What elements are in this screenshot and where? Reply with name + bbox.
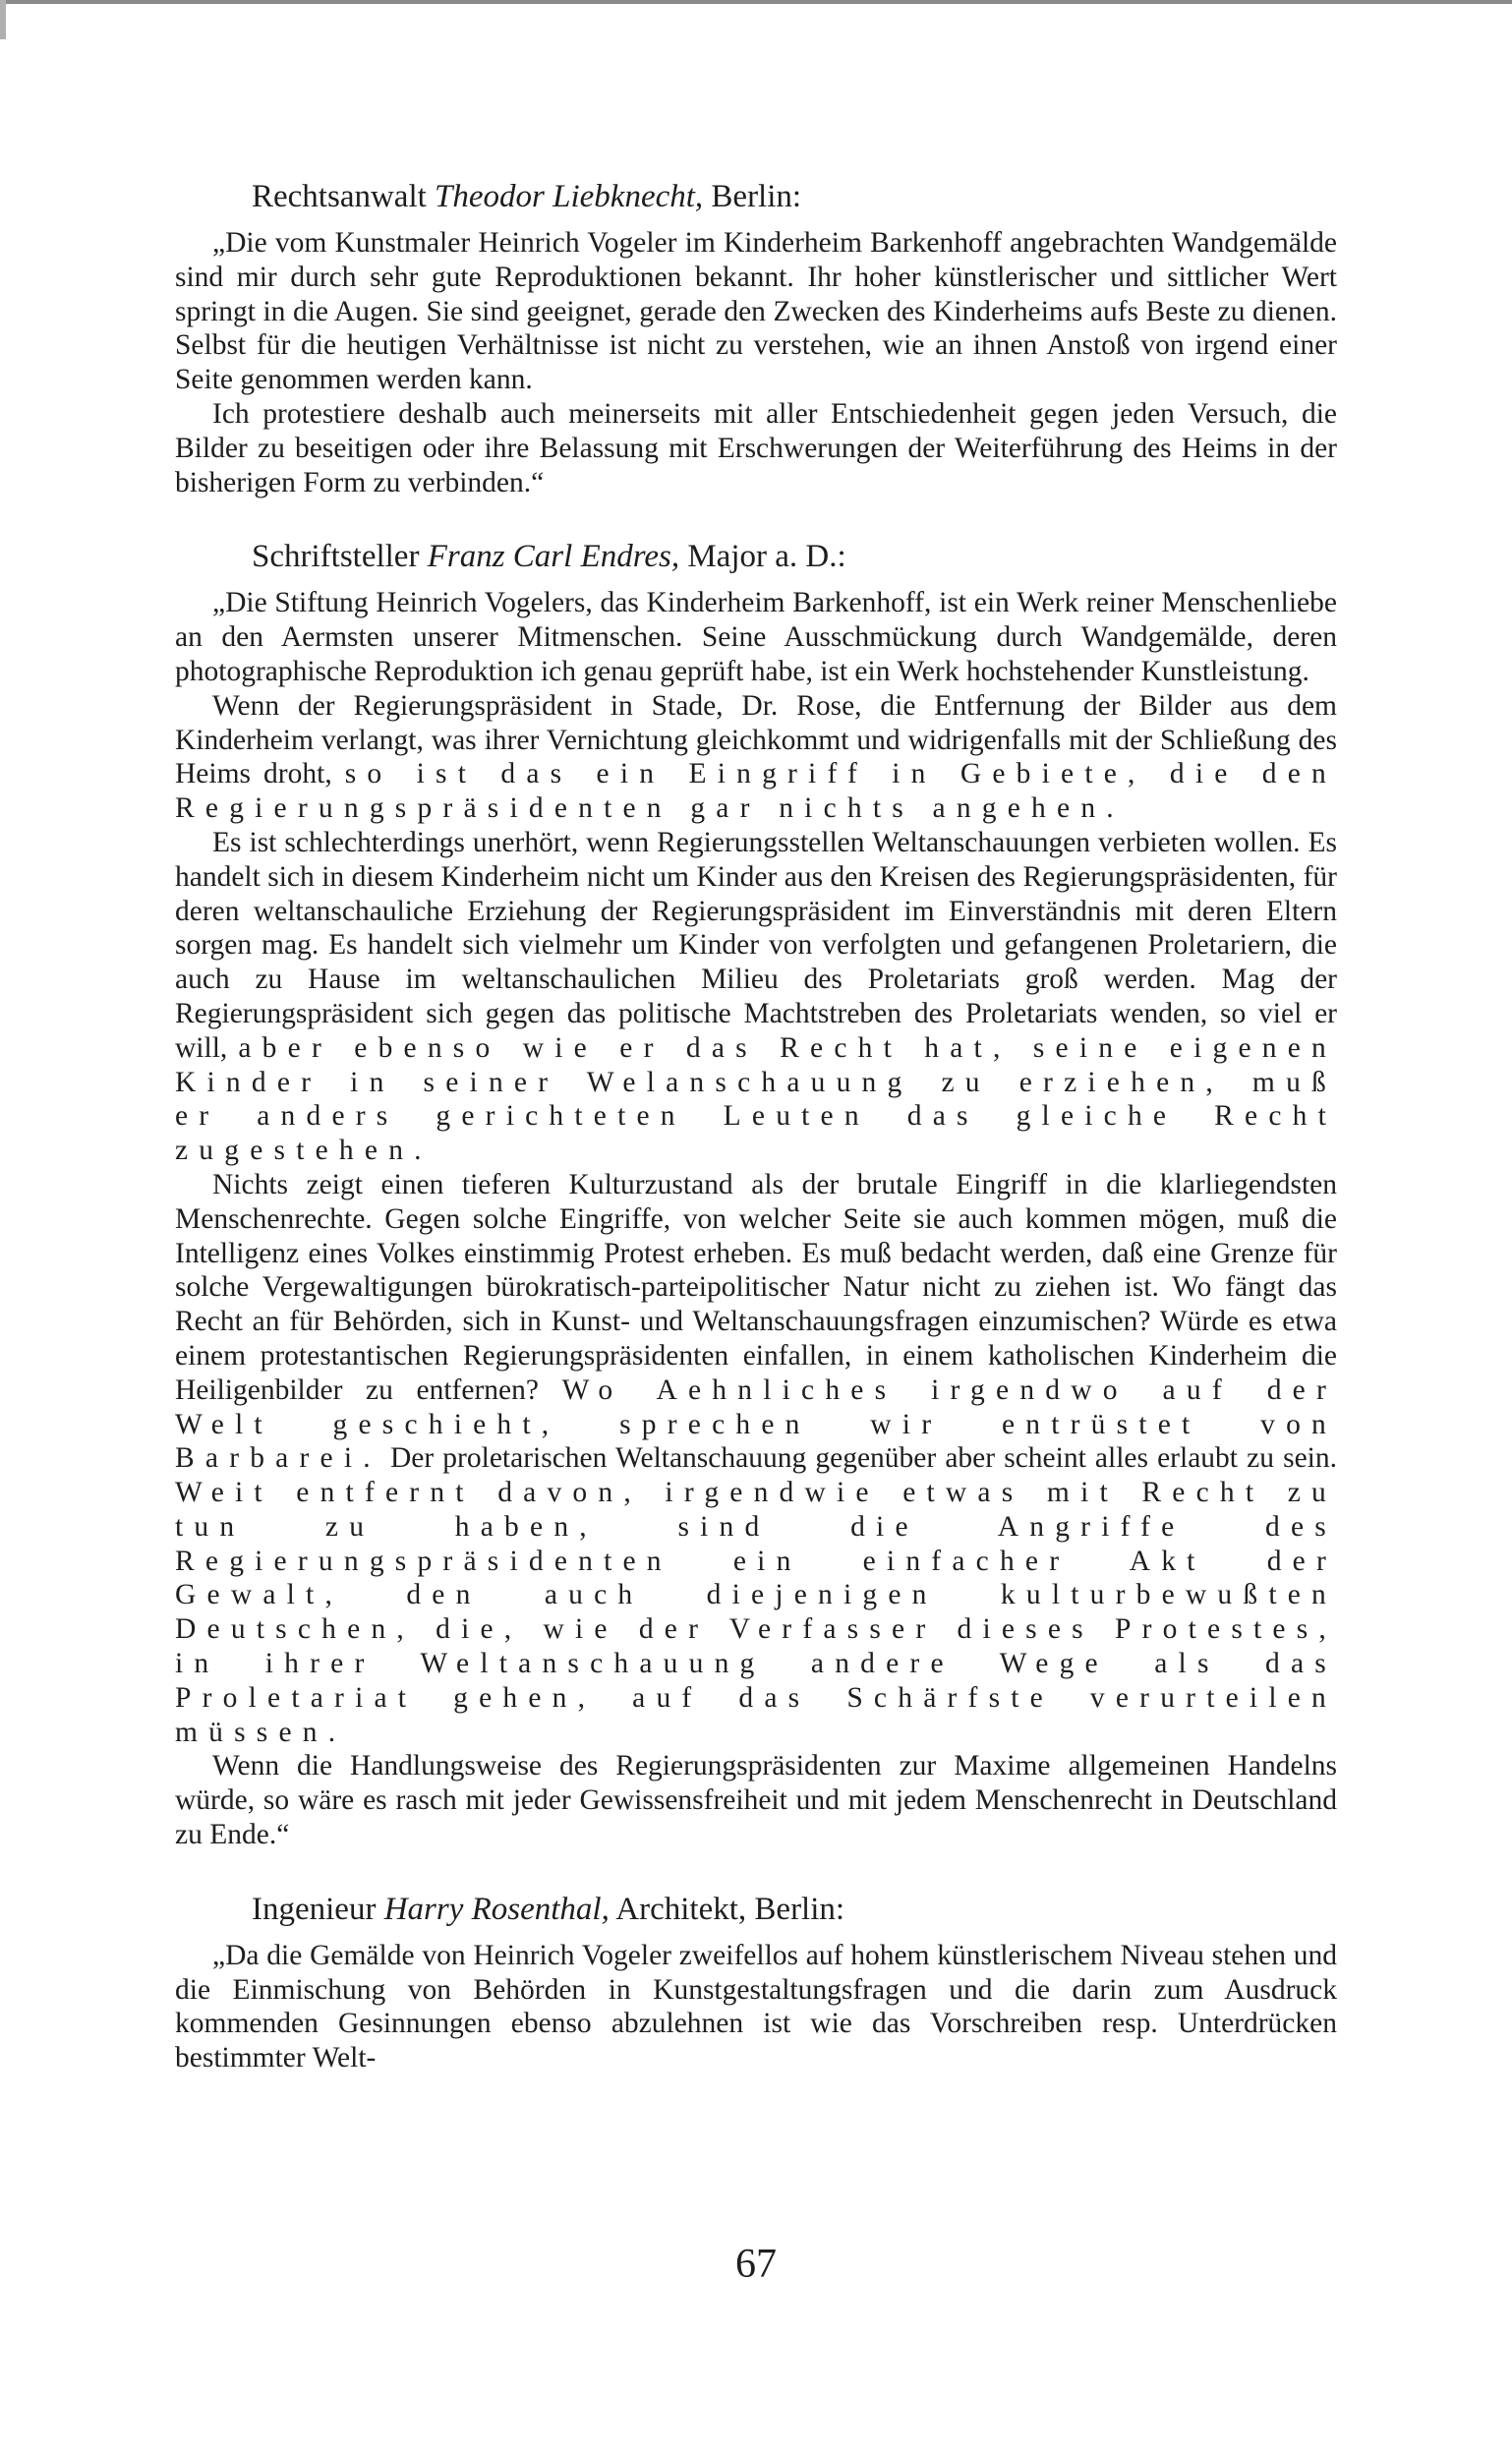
statement-heading [252,177,1337,216]
paragraph: „Die Stiftung Heinrich Vogelers, das Kinderheim Barkenhoff, ist ein Werk reiner Menschenliebe an den Aermsten unserer Mitmenschen. Seine Ausschmückung durch Wandgemälde, deren photographische Reproduktion ich genau geprüft habe, ist ein Werk hochstehender Kunstleistung. [175,587,1337,687]
page-body [175,177,1337,2113]
statement-heading [252,1890,1337,1929]
heading-place: Berlin: [703,179,802,214]
paragraph: Wenn die Handlungsweise des Regierungspräsidenten zur Maxime allgemeinen Handelns würde, so wäre es rasch mit jeder Gewissensfreiheit und mit jedem Menschenrecht in Deutschland zu Ende.“ [175,1750,1337,1851]
spaced-emphasis: aber ebenso wie er das Recht hat, seine eigenen Kinder in seiner Welanschauung zu erziehen, muß er anders gerichteten Leuten das gleiche Recht zugestehen. [175,1031,1338,1167]
heading-person: Franz Carl Endres, [427,539,680,575]
heading-person: Theodor Liebknecht, [435,179,704,214]
heading-place: Major a. D.: [679,539,846,575]
heading-title: Rechtsanwalt [252,179,436,214]
statement-endres [175,537,1337,1851]
statement-heading [252,537,1337,576]
paragraph: „Die vom Kunstmaler Heinrich Vogeler im Kinderheim Barkenhoff angebrachten Wandgemälde sind mir durch sehr gute Reproduktionen bekannt. Ihr hoher künstlerischer und sittlicher Wert springt in die Augen. Sie sind geeignet, gerade den Zwecken des Kinderheims aufs Beste zu dienen. Selbst für die heutigen Verhältnisse ist nicht zu verstehen, wie an ihnen Anstoß von irgend einer Seite genommen werden kann. [175,227,1337,396]
paragraph-text: Wenn der Regierungspräsident in Stade, Dr. Rose, die Entfernung der Bilder aus dem Kinderheim verlangt, was ihrer Vernichtung gleichkommt und widrigenfalls mit der Schließung des Heims droht, [175,689,1337,790]
top-scan-edge [0,0,1512,4]
spaced-emphasis: Wo Aehnliches irgendwo auf der Welt geschieht, sprechen wir entrüstet von Barbarei. [175,1373,1337,1475]
heading-title: Schriftsteller [252,539,428,575]
paragraph: Ich protestiere deshalb auch meinerseits mit aller Entschiedenheit gegen jeden Versuch, die Bilder zu beseitigen oder ihre Belassung mit Erschwerungen der Weiterführung des Heims in der bisherigen Form zu verbinden.“ [175,397,1337,498]
paragraph-text: Nichts zeigt einen tieferen Kulturzustand als der brutale Eingriff in die klarliegendsten Menschenrechte. Gegen solche Eingriffe, von welcher Seite sie auch kommen mögen, muß die Intelligenz eines Volkes einstimmig Protest erheben. Es muß bedacht werden, daß eine Grenze für solche Vergewaltigungen bürokratisch-parteipolitischer Natur nicht zu ziehen ist. Wo fängt das Recht an für Behörden, sich in Kunst- und Weltanschauungsfragen einzumischen? Würde es etwa einem protestantischen Regierungspräsidenten einfallen, in einem katholischen Kinderheim die Heiligenbilder zu entfernen? [175,1168,1337,1406]
spaced-emphasis: so ist das ein Eingriff in Gebiete, die den Regierungspräsidenten gar nichts angehen. [175,758,1337,825]
page-number: 67 [735,2242,777,2287]
scan-edge-mark [0,0,6,39]
spaced-emphasis: Weit entfernt davon, irgendwie etwas mit Recht zu tun zu haben, sind die Angriffe des Regierungspräsidenten ein einfacher Akt der Gewalt, den auch diejenigen kulturbewußten Deutschen, die, wie der Verfasser dieses Protestes, in ihrer Weltanschauung andere Wege als das Proletariat gehen, auf das Schärfste verurteilen müssen. [175,1477,1337,1748]
statement-liebknecht [175,177,1337,499]
paragraph-text: Der proletarischen Weltanschauung gegenüber aber scheint alles erlaubt zu sein. [380,1442,1337,1475]
heading-place: Architekt, Berlin: [609,1891,845,1927]
heading-person: Harry Rosenthal, [383,1891,610,1927]
heading-title: Ingenieur [252,1891,384,1927]
paragraph: „Da die Gemälde von Heinrich Vogeler zweifellos auf hohem künstlerischem Niveau stehen und die Einmischung von Behörden in Kunstgestaltungsfragen und die darin zum Ausdruck kommenden Gesinnungen ebenso abzulehnen ist wie das Vorschreiben resp. Unterdrücken bestimmter Welt- [175,1939,1337,2074]
paragraph [175,689,1337,826]
paragraph-text: Es ist schlechterdings unerhört, wenn Regierungsstellen Weltanschauungen verbieten wollen. Es handelt sich in diesem Kinderheim nicht um Kinder aus den Kreisen des Regierungspräsidenten, für deren weltanschauliche Erziehung der Regierungspräsident im Einverständnis mit deren Eltern sorgen mag. Es handelt sich vielmehr um Kinder von verfolgten und gefangenen Proletariern, die auch zu Hause im weltanschaulichen Milieu des Proletariats groß werden. Mag der Regierungspräsident sich gegen das politische Machtstreben des Proletariats wenden, so viel er will, [175,826,1337,1064]
statement-rosenthal [175,1890,1337,2075]
paragraph [175,826,1337,1168]
paragraph [175,1168,1337,1750]
